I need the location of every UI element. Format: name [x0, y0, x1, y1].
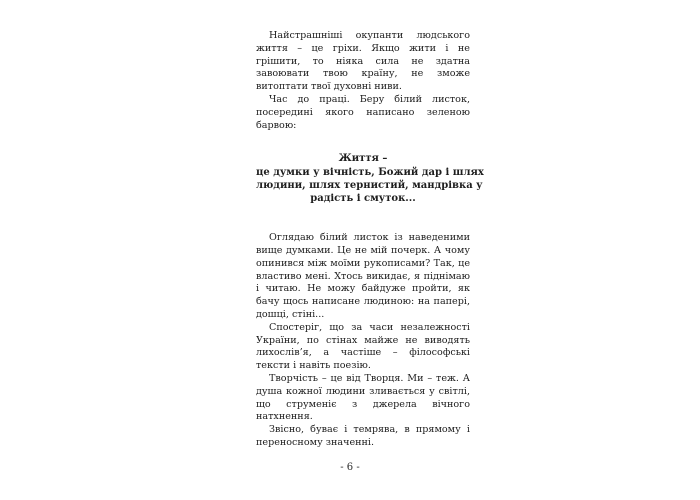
quote-line: це думки у вічність, Божий дар і шлях [256, 166, 484, 178]
body-after-quote [256, 232, 470, 450]
paragraph-creativity: Творчість – це від Творця. Ми – теж. А душа кожної людини зливається у світлі, що струменіє з джерела вічного натхнення. [256, 372, 470, 423]
text-column [256, 30, 484, 450]
paragraph-walls: Спостеріг, що за часи незалежності України, по стінах майже не виводять лихослів’я, а частіше – філософські тексти і навіть поезію. [256, 321, 470, 372]
quote-block [256, 152, 484, 205]
quote-line: радість і смуток... [310, 192, 416, 204]
quote-line: людини, шлях тернистий, мандрівка у [256, 179, 483, 191]
page-number: - 6 - [340, 462, 360, 473]
paragraph-handwriting: Оглядаю білий листок із наведеними вище думками. Це не мій почерк. А чому опинився між моїми рукописами? Так, це властиво мені. Хтось викидає, я піднімаю і читаю. Не можу байдуже пройти, як бачу щось написане людиною: на папері, дошці, стіні... [256, 232, 470, 320]
paragraph-sins: Найстрашніші окупанти людського життя – це гріхи. Якщо жити і не грішити, то ніяка сила не здатна завоювати твою країну, не зможе витоптати твої духовні ниви. [256, 30, 470, 93]
paragraph-white-sheet: Час до праці. Беру білий листок, посередині якого написано зеленою барвою: [256, 93, 470, 131]
quote-line: Життя – [338, 153, 388, 165]
paragraph-darkness: Звісно, буває і темрява, в прямому і переносному значенні. [256, 424, 470, 448]
